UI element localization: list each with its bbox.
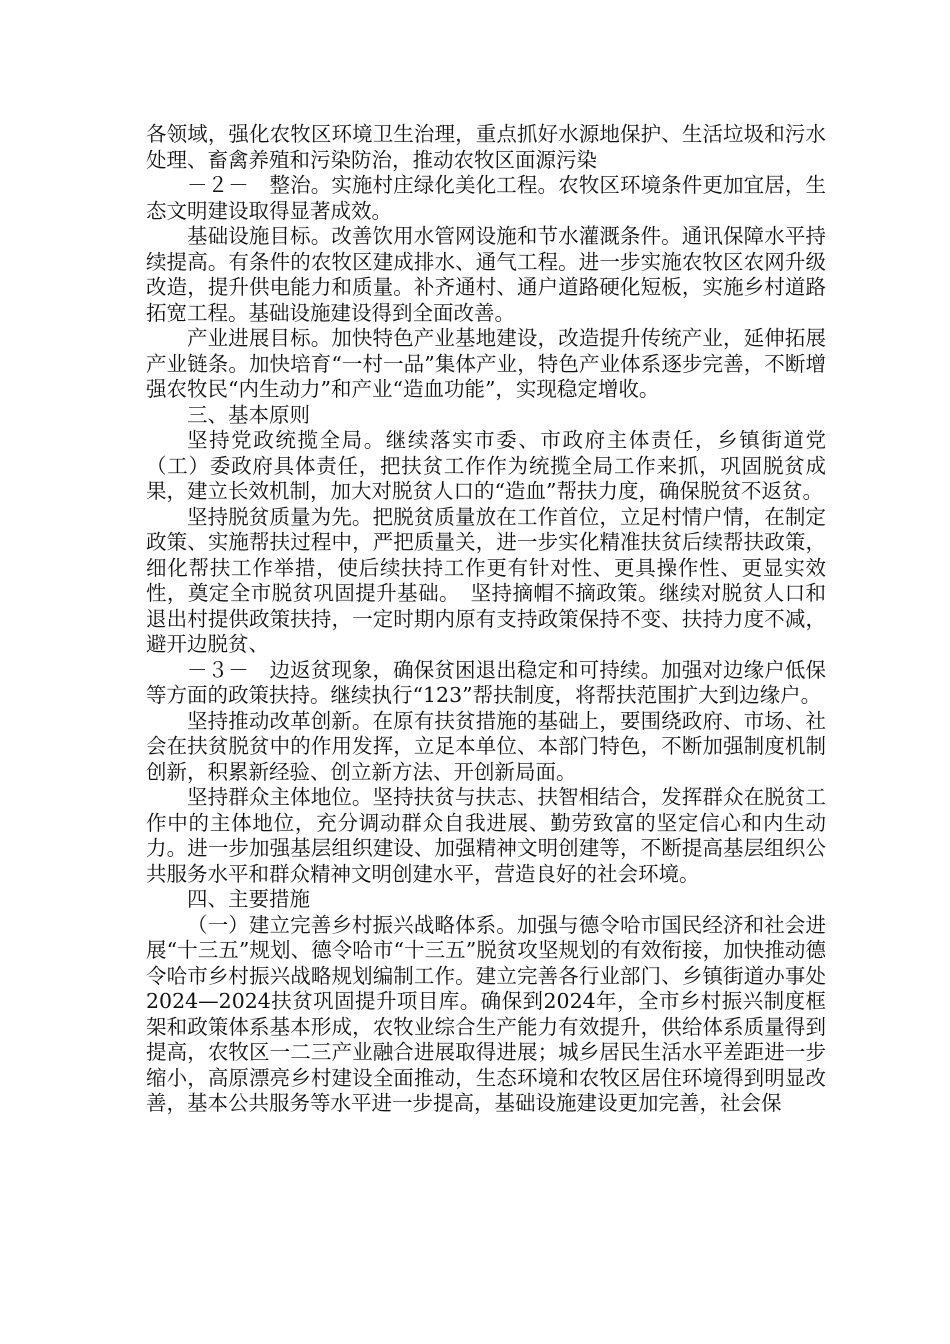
- paragraph-people-centered: 坚持群众主体地位。坚持扶贫与扶志、扶智相结合，发挥群众在脱贫工作中的主体地位，充分调动群众自我进展、勤劳致富的坚定信心和内生动力。进一步加强基层组织建设、加强精神文明创建等，不断提高基层组织公共服务水平和群众精神文明创建水平，营造良好的社会环境。: [146, 785, 826, 886]
- paragraph-infrastructure-target: 基础设施目标。改善饮用水管网设施和节水灌溉条件。通讯保障水平持续提高。有条件的农牧区建成排水、通气工程。进一步实施农牧区农网升级改造，提升供电能力和质量。补齐通村、通户道路硬化短板，实施乡村道路拓宽工程。基础设施建设得到全面改善。: [146, 224, 826, 325]
- section-heading-basic-principles: 三、基本原则: [187, 402, 310, 427]
- paragraph-reform-innovation: 坚持推动改革创新。在原有扶贫措施的基础上，要围绕政府、市场、社会在扶贫脱贫中的作用发挥，立足本单位、本部门特色，不断加强制度机制创新，积累新经验、创立新方法、开创新局面。: [146, 708, 826, 784]
- paragraph-party-leadership: 坚持党政统揽全局。继续落实市委、市政府主体责任，乡镇街道党（工）委政府具体责任，把扶贫工作作为统揽全局工作来抓，巩固脱贫成果，建立长效机制，加大对脱贫人口的“造血”帮扶力度，确保脱贫不返贫。: [146, 428, 826, 503]
- section-heading-main-measures: 四、主要措施: [187, 887, 310, 911]
- paragraph-industry-target: 产业进展目标。加快特色产业基地建设，改造提升传统产业，延伸拓展产业链条。加快培育“一村一品”集体产业，特色产业体系逐步完善，不断增强农牧民“内生动力”和产业“造血功能”，实现稳定增收。: [146, 326, 826, 401]
- paragraph-quality-first: 坚持脱贫质量为先。把脱贫质量放在工作首位，立足村情户情，在制定政策、实施帮扶过程中，严把质量关，进一步实化精准扶贫后续帮扶政策，细化帮扶工作举措，使后续扶持工作更有针对性、更具操作性、更显实效性，奠定全市脱贫巩固提升基础。 坚持摘帽不摘政策。继续对脱贫人口和退出村提供政策扶持，一定时期内原有支持政策保持不变、扶持力度不减，避开边脱贫、: [146, 504, 826, 656]
- paragraph-continuation: 各领域，强化农牧区环境卫生治理，重点抓好水源地保护、生活垃圾和污水处理、畜禽养殖和污染防治，推动农牧区面源污染: [146, 122, 826, 172]
- body-text: [146, 122, 826, 1117]
- paragraph-rural-revitalization: （一）建立完善乡村振兴战略体系。加强与德令哈市国民经济和社会进展“十三五”规划、德令哈市“十三五”脱贫攻坚规划的有效衔接，加快推动德令哈市乡村振兴战略规划编制工作。建立完善各行业部门、乡镇街道办事处2024—2024扶贫巩固提升项目库。确保到2024年，全市乡村振兴制度框架和政策体系基本形成，农牧业综合生产能力有效提升，供给体系质量得到提高，农牧区一二三产业融合进展取得进展；城乡居民生活水平差距进一步缩小，高原漂亮乡村建设全面推动，生态环境和农牧区居住环境得到明显改善，基本公共服务等水平进一步提高，基础设施建设更加完善，社会保: [146, 912, 826, 1115]
- paragraph-environment-target: －２－ 整治。实施村庄绿化美化工程。农牧区环境条件更加宜居，生态文明建设取得显著成效。: [146, 173, 826, 223]
- paragraph-policy-continuity: －３－ 边返贫现象，确保贫困退出稳定和可持续。加强对边缘户低保等方面的政策扶持。继续执行“123”帮扶制度，将帮扶范围扩大到边缘户。: [146, 657, 826, 707]
